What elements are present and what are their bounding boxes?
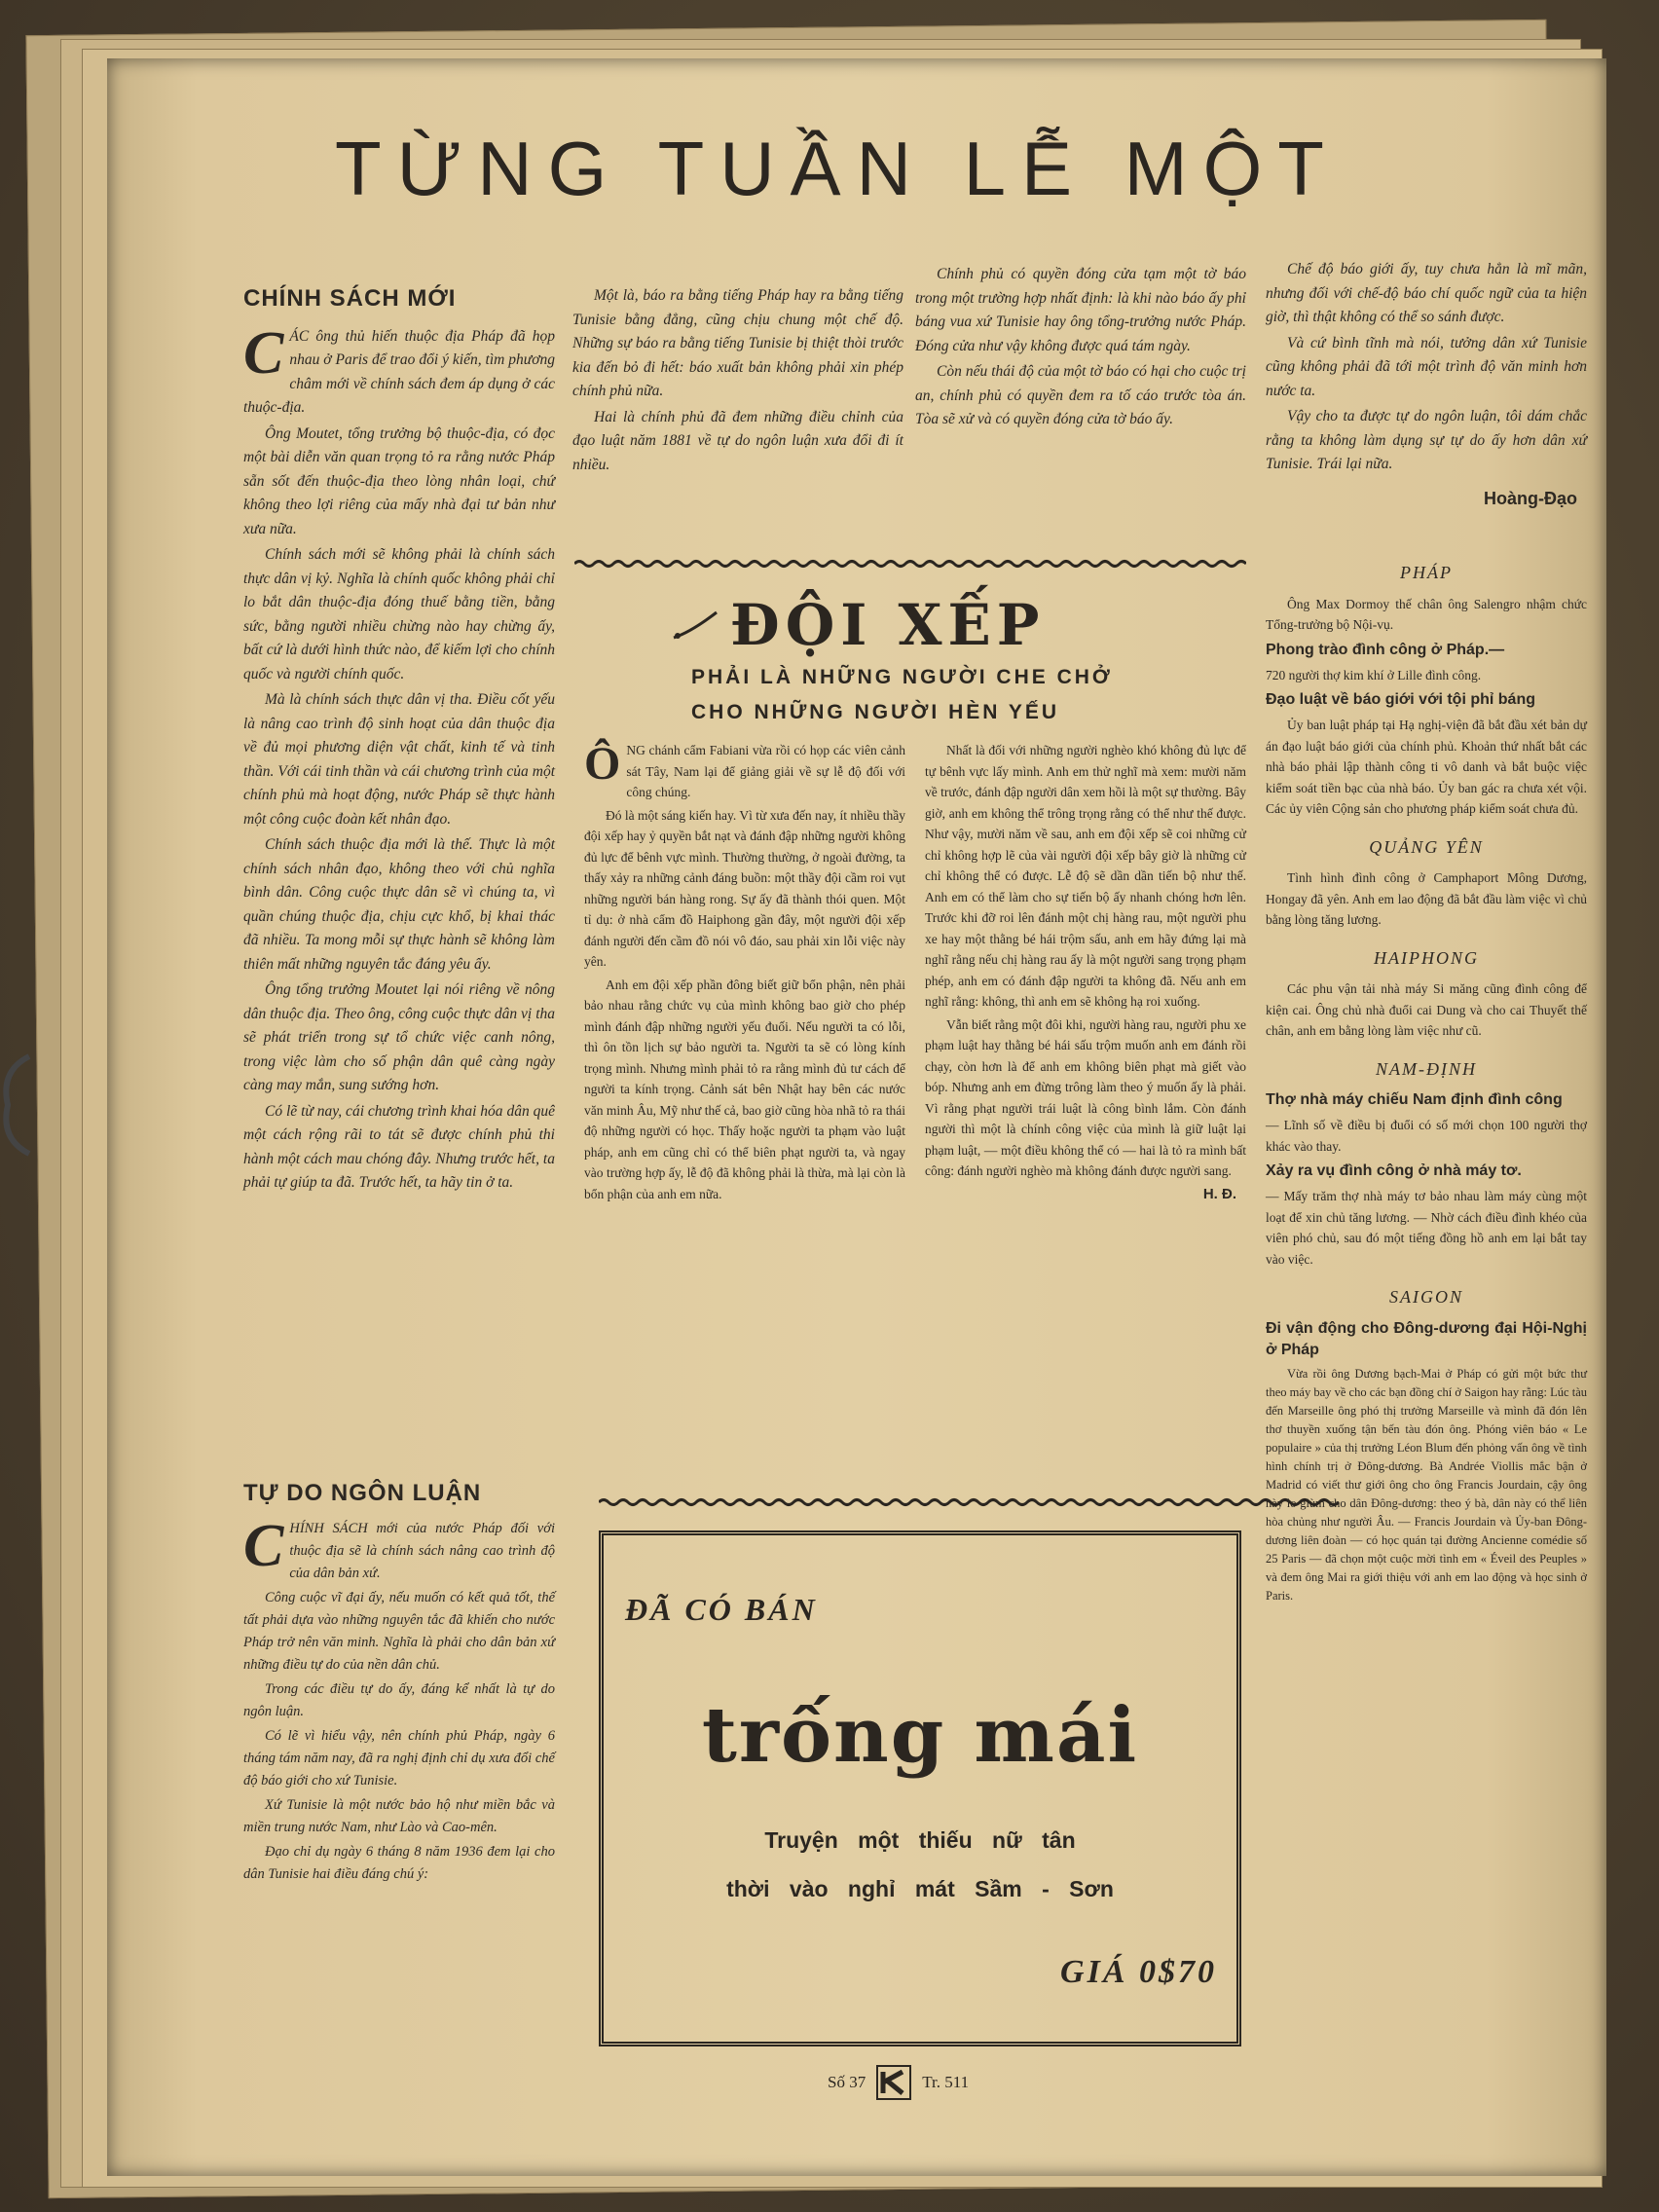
issue-number: Số 37 <box>828 2073 866 2091</box>
policy-paragraph: Có lẽ từ nay, cái chương trình khai hóa dân quê một cách rộng rãi to tát sẽ được chính phủ thi hành một cách mau chóng đây. Nhưng trước hết, ta phải tự giúp ta đã. Trước hết, ta hãy tin ở ta. <box>243 1102 555 1191</box>
speech-paragraph: Hai là chính phủ đã đem những điều chỉnh của đạo luật năm 1881 về tự do ngôn luận xưa đổi đi ít nhiều. <box>572 408 903 473</box>
doixep-dropcap: Ô <box>584 738 621 790</box>
newspaper-page <box>107 58 1606 2176</box>
policy-paragraph: Ông tổng trưởng Moutet lại nói riêng về nông dân thuộc địa. Theo ông, công cuộc thực dân vị tha sẽ phát triển trong sự tổ chức việc canh nông, trong việc làm cho số phận dân quê càng ngày càng may mắn, sung sướng hơn. <box>243 981 555 1093</box>
policy-paragraph: ÁC ông thủ hiến thuộc địa Pháp đã họp nhau ở Paris để trao đổi ý kiến, tìm phương châm mới về chính sách đem áp dụng ở các thuộc-địa. <box>243 327 555 416</box>
speech-paragraph: Xứ Tunisie là một nước bảo hộ như miền bắc và miền trung nước Nam, như Lào và Cao-mên. <box>243 1797 555 1835</box>
news-headline: Đạo luật về báo giới với tội phỉ báng <box>1266 691 1535 708</box>
speech-paragraph: Chính phủ có quyền đóng cửa tạm một tờ báo trong một trường hợp nhất định: là khi nào báo ấy phỉ báng vua xứ Tunisie hay ông tổng-trưởng nước Pháp. Đóng cửa như vậy không được quá tám ngày. <box>915 266 1246 354</box>
speech-paragraph: Có lẽ vì hiểu vậy, nên chính phủ Pháp, ngày 6 tháng tám năm nay, đã ra nghị định chỉ dụ xưa đổi chế độ báo giới cho xứ Tunisie. <box>243 1728 555 1788</box>
binder-ring-icon <box>0 1051 39 1159</box>
news-headline: Xảy ra vụ đình công ở nhà máy tơ. <box>1266 1162 1522 1179</box>
news-item: — Mấy trăm thợ nhà máy tơ bảo nhau làm máy cùng một loạt để xin chủ tăng lương. — Nhờ cách điều đình khéo của viên phó chủ, sau đó một tiếng đồng hồ anh em lại bắt tay vào việc. <box>1266 1189 1587 1267</box>
policy-paragraph: Ông Moutet, tổng trưởng bộ thuộc-địa, có đọc một bài diễn văn quan trọng tỏ ra rằng nước Pháp sẵn sốt đến thuộc-địa theo lòng nhân loại, chứ không theo lợi riêng của mấy nhà đại tư bản như xưa nữa. <box>243 424 555 537</box>
doixep-article-right <box>925 740 1246 1204</box>
speech-signature: Hoàng-Đạo <box>1484 488 1577 508</box>
book-advertisement <box>599 1530 1241 2046</box>
pen-stroke-icon <box>672 608 720 644</box>
policy-article <box>243 287 555 1198</box>
newspaper-logo-icon <box>875 2064 912 2101</box>
policy-paragraph: Mà là chính sách thực dân vị tha. Điều cốt yếu là nâng cao trình độ sinh hoạt của dân thuộc địa về đủ mọi phương diện vật chất, kinh tế và tinh thần. Với cái tinh thần và cái chương trình của một chính phủ mà hoạt động, nước Pháp sẽ thực hành một công cuộc đoàn kết nhân đạo. <box>243 691 555 828</box>
speech-title: TỰ DO NGÔN LUẬN <box>243 1480 482 1506</box>
policy-dropcap: C <box>243 319 284 387</box>
doixep-signature: H. Đ. <box>1202 1185 1236 1202</box>
masthead-title: TỪNG TUẦN LỄ MỘT <box>335 126 1340 211</box>
news-headline: Thợ nhà máy chiếu Nam định đình công <box>1266 1091 1563 1108</box>
ad-description-line-2: thời vào nghỉ mát Sầm - Sơn <box>726 1876 1114 1901</box>
speech-paragraph: Trong các điều tự do ấy, đáng kể nhất là tự do ngôn luận. <box>243 1681 555 1719</box>
speech-article-part2 <box>572 284 903 479</box>
speech-article-part1 <box>243 1482 555 1888</box>
policy-paragraph: Chính sách thuộc địa mới là thế. Thực là một chính sách nhân đạo, không theo với chủ nghĩa bình dân. Công cuộc thực dân sẽ vì chúng ta, vì quần chúng thuộc địa, chịu cực khổ, bị khai thác đã nhiều. Ta mong mỗi sự thực hành sẽ không làm thiên mất những nguyên tắc đáng yêu ấy. <box>243 836 555 973</box>
news-headline: Phong trào đình công ở Pháp.— <box>1266 641 1505 658</box>
doixep-subtitle-2: CHO NHỮNG NGƯỜI HÈN YẾU <box>691 701 1060 723</box>
news-headline: Đi vận động cho Đông-dương đại Hội-Nghị ở Pháp <box>1266 1319 1587 1358</box>
doixep-paragraph: Đó là một sáng kiến hay. Vì từ xưa đến nay, ít nhiều thầy đội xếp hay ỷ quyền bắt nạt và đánh đập những người không đủ lực để bênh vực mình. Thường thường, ở ngoài đường, ta thấy xảy ra những cảnh đáng buồn: một thầy đội cầm roi vụt những người bán hàng rong. Sự ấy đã thành thói quen. Một tỉ dụ: ở nhà cẩm đồ Haiphong gần đây, một người đội xếp đánh người đến cầm đồ nói vô đáo, sau phải xin lỗi việc này yên. <box>584 807 905 969</box>
policy-title: CHÍNH SÁCH MỚI <box>243 285 457 312</box>
ad-book-title: trống mái <box>701 1691 1139 1780</box>
region-heading-quangyen: QUẢNG YÊN <box>1369 836 1484 857</box>
region-heading-phap: PHÁP <box>1400 563 1453 582</box>
news-item: — Lĩnh số về điều bị đuổi có số mới chọn 100 người thợ khác vào thay. <box>1266 1118 1587 1154</box>
speech-dropcap: C <box>243 1513 284 1579</box>
page-footer <box>828 2064 1061 2101</box>
region-heading-saigon: SAIGON <box>1389 1287 1463 1307</box>
speech-paragraph: Một là, báo ra bằng tiếng Pháp hay ra bằng tiếng Tunisie bằng đẳng, cũng chịu chung một chế độ. Những sự báo ra bằng tiếng Tunisie bị thiệt thòi trước kia đến bỏ đi hết: báo xuất bản không phải xin phép chính phủ nữa. <box>572 287 903 399</box>
speech-paragraph: Vậy cho ta được tự do ngôn luận, tôi dám chắc rằng ta không làm dụng sự tự do ấy hơn dân xứ Tunisie. Trái lại nữa. <box>1266 408 1587 472</box>
wavy-divider <box>574 559 1246 569</box>
speech-paragraph: Còn nếu thái độ của một tờ báo có hại cho cuộc trị an, chính phủ có quyền đem ra tố cáo trước tòa án. Tòa sẽ xử và có quyền đóng cửa tờ báo ấy. <box>915 363 1246 427</box>
news-item: Ủy ban luật pháp tại Hạ nghị-viện đã bắt đầu xét bản dự án đạo luật báo giới của chính phủ. Khoản thứ nhất bắt các nhà báo phải lập thành công ti vô danh và bắt buộc việc kiểm soát tiền bạc của nhà báo. Ủy ban gác ra chưa xét vội. Các ủy viên Cộng sản cho phương pháp kiểm soát chưa đủ. <box>1266 718 1587 816</box>
page-number: Tr. 511 <box>922 2073 970 2091</box>
doixep-article-left <box>584 740 905 1206</box>
ad-available-label: ĐÃ CÓ BÁN <box>625 1592 818 1627</box>
news-item: Vừa rồi ông Dương bạch-Mai ở Pháp có gửi một bức thư theo máy bay về cho các bạn đồng chí ở Saigon hay rằng: Lúc tàu đến Marseille ông phó thị trưởng Marseille và mình đã đón lên thơ thuyền xuống tận bến tàu đón ông. Phóng viên báo « Le populaire » của thị trưởng Léon Blum đến phỏng vấn ông về tình hình chính trị ở Đông-dương. Bà Andrée Viollis mắc bận ở Madrid có viết thư giới ông cho ông Francis Jourdain, cậy ông này lo giùm cho dân Đông-dương: theo ý bà, dân này có thể liên hòa chủng như người Âu. — Francis Jourdain và Ủy-ban Đông-dương liên đoàn — có học quán tại đường Ancienne comédie số 25 Paris — đã chọn một cuộc mời tình em « Éveil des Peuples » và đem ông Mai ra giới thiệu với anh em lao động và học sinh ở Paris. <box>1266 1366 1587 1603</box>
news-item: Ông Max Dormoy thế chân ông Salengro nhậm chức Tổng-trưởng bộ Nội-vụ. <box>1266 596 1587 632</box>
doixep-paragraph: Nhất là đối với những người nghèo khó không đủ lực để tự bênh vực lấy mình. Anh em thử nghĩ mà xem: mười năm về trước, đánh đập người dân xem hồi là một sự thường. Bây giờ, anh em không thể trông trọng rằng có thể như thế được. Như vậy, mười năm về sau, anh em đội xếp sẽ coi những cử chỉ không hợp lẽ của vài người đội xếp bây giờ là những cử chỉ không thể có được. Lễ độ sẽ dần dần tiến bộ như thế. Anh em có thể làm cho sự tiến bộ ấy nhanh chóng hơn lên. Trước khi đỡ roi lên đánh một chị hàng rau, một người phu xe hay một thằng bé hái trộm sấu, anh em hãy đứng lại mà nghĩ rằng nếu chị hàng rau ấy là một người sang trọng phạm phép, anh em có đánh đập người ta không đã. Nếu anh em nghĩ rằng: không, thì anh em sẽ không hạ roi xuống. <box>925 743 1246 1009</box>
news-item: 720 người thợ kim khí ở Lille đình công. <box>1266 667 1482 682</box>
doixep-subtitle-1: PHẢI LÀ NHỮNG NGƯỜI CHE CHỞ <box>691 666 1113 688</box>
speech-paragraph: Đạo chỉ dụ ngày 6 tháng 8 năm 1936 đem lại cho dân Tunisie hai điều đáng chú ý: <box>243 1844 555 1882</box>
speech-article-part3 <box>915 263 1246 434</box>
doixep-paragraph: Anh em đội xếp phần đông biết giữ bổn phận, nên phải bảo nhau rằng chức vụ của mình không bao giờ cho phép mình đánh đập những người yếu đuối. Nếu người ta có lỗi, thì ôn tồn lịch sự bảo người ta. Người ta sẽ có lòng kính trọng mình. Nhưng mình phải tỏ ra rằng mình đủ tư cách để người ta kính trọng. Cảnh sát bên Nhật hay bên các nước văn minh Âu, Mỹ như thế cả, bao giờ cũng hòa nhã tỏ ra thái độ những người có học. Thấy hoặc người ta phạm vào luật pháp, anh em cũng chỉ có thể biên phạt người ta, và ngay vào trường hợp ấy, lễ độ đã không phải là thừa, mà lại còn là bổn phận của anh em nữa. <box>584 977 905 1201</box>
policy-paragraph: Chính sách mới sẽ không phải là chính sách thực dân vị kỷ. Nghĩa là chính quốc không phải chỉ lo bắt dân thuộc-địa đóng thuế bằng tiền, bằng sức, bằng người nhiều chừng nào hay chừng ấy, bất cứ là dưới hình thức nào, để kiếm lợi cho chính quốc và người chính quốc. <box>243 546 555 682</box>
news-item: Tình hình đình công ở Camphaport Mông Dương, Hongay đã yên. Anh em lao động đã bắt đầu làm việc vì chủ bằng lòng tăng lương. <box>1266 870 1587 927</box>
speech-paragraph: Và cứ bình tĩnh mà nói, tưởng dân xứ Tunisie cũng không phải đã tới một trình độ văn minh hơn nước ta. <box>1266 334 1587 399</box>
speech-paragraph: Công cuộc vĩ đại ấy, nếu muốn có kết quả tốt, thế tất phải dựa vào những nguyên tắc đã khiến cho nước Pháp trở nên văn minh. Nghĩa là phải cho dân bản xứ những điều tự do của nền dân chủ. <box>243 1590 555 1673</box>
wavy-divider <box>599 1497 1344 1507</box>
news-column <box>1266 545 1587 1607</box>
ad-price: GIÁ 0$70 <box>1060 1954 1217 1990</box>
news-item: Các phu vận tải nhà máy Si măng cũng đình công để kiện cai. Ông chủ nhà đuổi cai Dung và cho cai Thuyết thế chân, anh em bằng lòng làm việc như cũ. <box>1266 981 1587 1038</box>
speech-paragraph: HÍNH SÁCH mới của nước Pháp đối với thuộc địa sẽ là chính sách nâng cao trình độ của dân bản xứ. <box>289 1521 555 1581</box>
ad-description-line-1: Truyện một thiếu nữ tân <box>764 1827 1076 1853</box>
speech-paragraph: Chế độ báo giới ấy, tuy chưa hẳn là mĩ mãn, nhưng đối với chế-độ báo chí quốc ngữ của ta hiện giờ, thì thật không có thể so sánh được. <box>1266 261 1587 325</box>
speech-article-part4 <box>1266 258 1587 510</box>
doixep-title: ĐỘI XẾP <box>730 592 1046 658</box>
doixep-paragraph: NG chánh cẩm Fabiani vừa rồi có họp các viên cảnh sát Tây, Nam lại để giảng giải về sự lễ độ đối với công chúng. <box>626 743 905 799</box>
doixep-paragraph: Vẫn biết rằng một đôi khi, người hàng rau, người phu xe phạm luật hay thằng bé hái sấu trộm muốn anh em đánh rồi chạy, còn hơn là để anh em không biên phạt mà giết vào bóp. Nhưng anh em đừng trông làm theo ý muốn ấy là phải. Vì rằng phạt người trái luật là công bình lắm. Còn đánh người thì một là chính công việc của mình là giữ luật lại phạm luật, — một điều không thể có — hai là tỏ ra mình bất công: đánh người nghèo mà không đánh được người sang. <box>925 1016 1246 1178</box>
region-heading-haiphong: HAIPHONG <box>1374 947 1479 968</box>
region-heading-namdinh: NAM-ĐỊNH <box>1376 1058 1477 1079</box>
